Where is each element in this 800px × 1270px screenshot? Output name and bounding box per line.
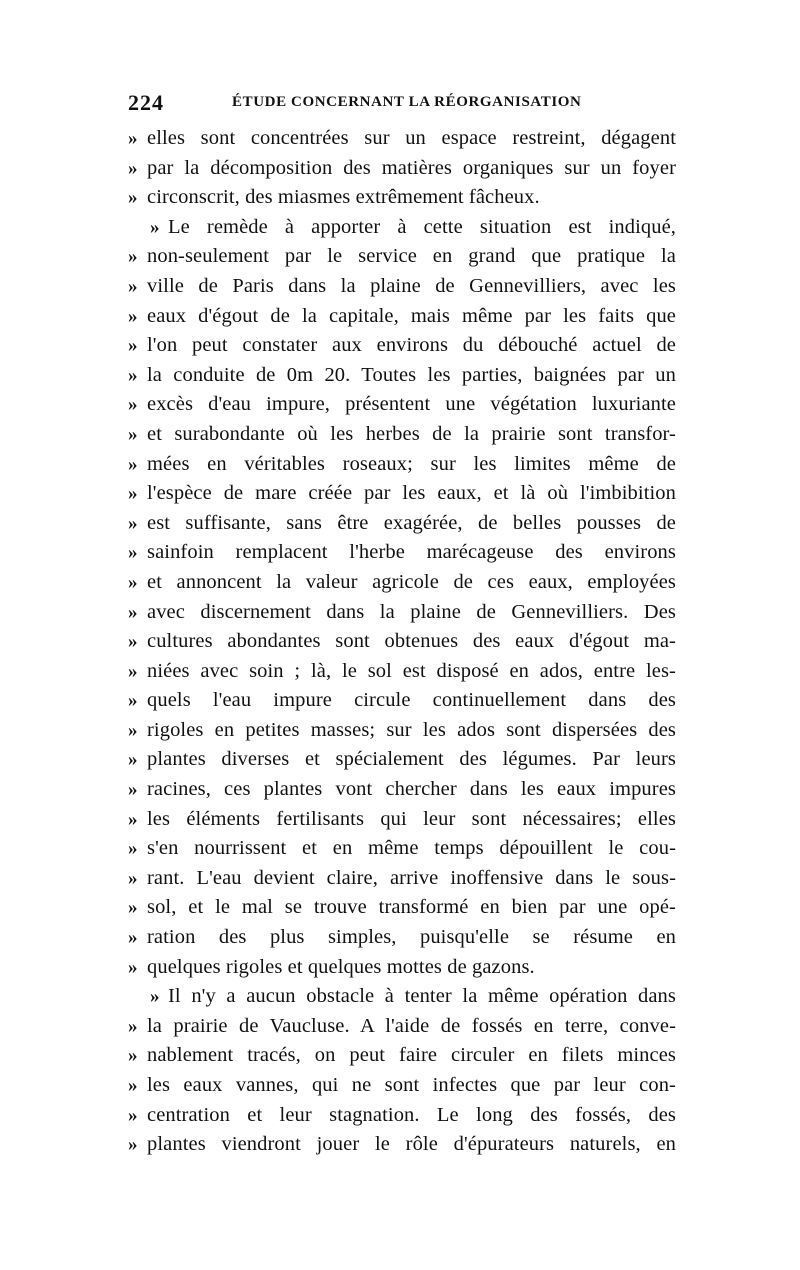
line-text: rant. L'eau devient claire, arrive inoffensive dans le sous-	[147, 866, 676, 889]
text-line	[128, 745, 676, 775]
quote-marker: »	[128, 601, 138, 623]
quote-marker: »	[128, 690, 138, 712]
line-text: l'on peut constater aux environs du débouché actuel de	[147, 334, 676, 357]
quote-marker: »	[128, 719, 138, 741]
line-text: s'en nourrissent et en même temps dépouillent le cou-	[147, 837, 676, 860]
quote-marker: »	[128, 483, 138, 505]
text-line	[128, 686, 676, 716]
text-line	[128, 124, 676, 154]
quote-marker: »	[128, 423, 138, 445]
line-text: nablement tracés, on peut faire circuler en filets minces	[147, 1044, 676, 1067]
quote-marker: »	[128, 631, 138, 653]
text-line	[128, 538, 676, 568]
text-line	[128, 509, 676, 539]
line-text: eaux d'égout de la capitale, mais même par les faits que	[147, 304, 676, 327]
text-line	[128, 1130, 676, 1160]
line-text: les eaux vannes, qui ne sont infectes que par leur con-	[147, 1074, 676, 1096]
line-text: circonscrit, des miasmes extrêmement fâcheux.	[147, 186, 540, 209]
text-line	[128, 479, 676, 509]
quote-marker: »	[128, 1075, 138, 1096]
quote-marker: »	[128, 335, 138, 357]
line-text: Il n'y a aucun obstacle à tenter la même opération dans	[168, 985, 676, 1008]
quote-marker: »	[128, 956, 138, 978]
quote-marker: »	[150, 986, 160, 1008]
quote-marker: »	[128, 187, 138, 209]
line-text: rigoles en petites masses; sur les ados sont dispersées des	[147, 718, 676, 741]
line-text: est suffisante, sans être exagérée, de belles pousses de	[147, 511, 676, 534]
line-text: Le remède à apporter à cette situation est indiqué,	[168, 215, 676, 238]
quote-marker: »	[128, 1015, 138, 1037]
quote-marker: »	[128, 394, 138, 416]
text-line	[128, 272, 676, 302]
line-text: cultures abondantes sont obtenues des eaux d'égout ma-	[147, 630, 676, 653]
quote-marker: »	[128, 364, 138, 386]
text-line	[128, 183, 676, 213]
line-text: ville de Paris dans la plaine de Gennevilliers, avec les	[147, 274, 676, 297]
line-text: la conduite de 0m 20. Toutes les parties, baignées par un	[147, 363, 676, 386]
text-line	[128, 302, 676, 332]
quote-marker: »	[128, 897, 138, 919]
quote-marker: »	[128, 1134, 138, 1156]
quote-marker: »	[128, 542, 138, 564]
text-line	[128, 893, 676, 923]
quote-marker: »	[128, 867, 138, 889]
line-text: les éléments fertilisants qui leur sont nécessaires; elles	[147, 807, 676, 830]
line-text: plantes viendront jouer le rôle d'épurateurs naturels, en	[147, 1133, 676, 1156]
text-line	[128, 420, 676, 450]
line-text: et annoncent la valeur agricole de ces eaux, employées	[147, 570, 676, 593]
text-line	[128, 834, 676, 864]
line-text: ration des plus simples, puisqu'elle se résume en	[147, 926, 676, 949]
line-text: mées en véritables roseaux; sur les limites même de	[147, 452, 676, 475]
quote-marker: »	[128, 749, 138, 771]
line-text: racines, ces plantes vont chercher dans les eaux impures	[147, 778, 676, 801]
line-text: plantes diverses et spécialement des légumes. Par leurs	[147, 748, 676, 771]
line-text: non-seulement par le service en grand que pratique la	[147, 245, 676, 268]
text-line	[128, 361, 676, 391]
quote-marker: »	[128, 838, 138, 860]
body-text	[128, 124, 676, 1160]
quote-marker: »	[128, 275, 138, 297]
text-line	[128, 1041, 676, 1071]
text-line	[128, 657, 676, 687]
quote-marker: »	[128, 128, 138, 149]
quote-marker: »	[128, 157, 138, 179]
quote-marker: »	[128, 808, 138, 830]
text-line	[128, 213, 676, 243]
line-text: sol, et le mal se trouve transformé en bien par une opé-	[147, 896, 676, 919]
quote-marker: »	[128, 779, 138, 801]
quote-marker: »	[150, 216, 160, 238]
text-line	[128, 716, 676, 746]
page-number: 224	[128, 90, 164, 115]
line-text: l'espèce de mare créée par les eaux, et là où l'imbibition	[147, 482, 676, 505]
quote-marker: »	[128, 660, 138, 682]
quote-marker: »	[128, 927, 138, 949]
running-head: ÉTUDE CONCERNANT LA RÉORGANISATION	[232, 94, 582, 110]
text-line	[128, 864, 676, 894]
line-text: niées avec soin ; là, le sol est disposé en ados, entre les-	[147, 659, 676, 682]
line-text: quels l'eau impure circule continuellement dans des	[147, 689, 676, 712]
line-text: elles sont concentrées sur un espace restreint, dégagent	[147, 127, 676, 149]
text-line	[128, 598, 676, 628]
text-line	[128, 775, 676, 805]
page-header	[128, 90, 668, 118]
line-text: centration et leur stagnation. Le long des fossés, des	[147, 1103, 676, 1126]
quote-marker: »	[128, 453, 138, 475]
line-text: sainfoin remplacent l'herbe marécageuse des environs	[147, 541, 676, 564]
quote-marker: »	[128, 1104, 138, 1126]
line-text: quelques rigoles et quelques mottes de gazons.	[147, 955, 535, 978]
text-line	[128, 331, 676, 361]
line-text: la prairie de Vaucluse. A l'aide de fossés en terre, conve-	[147, 1014, 676, 1037]
text-line	[128, 923, 676, 953]
text-line	[128, 242, 676, 272]
text-line	[128, 982, 676, 1012]
line-text: par la décomposition des matières organiques sur un foyer	[147, 156, 676, 179]
quote-marker: »	[128, 1045, 138, 1067]
text-line	[128, 1101, 676, 1131]
text-line	[128, 627, 676, 657]
line-text: excès d'eau impure, présentent une végétation luxuriante	[147, 393, 676, 416]
text-line	[128, 154, 676, 184]
text-line	[128, 953, 676, 983]
quote-marker: »	[128, 305, 138, 327]
quote-marker: »	[128, 246, 138, 268]
quote-marker: »	[128, 571, 138, 593]
text-line	[128, 805, 676, 835]
text-line	[128, 450, 676, 480]
line-text: avec discernement dans la plaine de Gennevilliers. Des	[147, 600, 676, 623]
line-text: et surabondante où les herbes de la prairie sont transfor-	[147, 422, 676, 445]
text-line	[128, 390, 676, 420]
text-line	[128, 1071, 676, 1101]
text-line	[128, 1012, 676, 1042]
quote-marker: »	[128, 512, 138, 534]
text-line	[128, 568, 676, 598]
